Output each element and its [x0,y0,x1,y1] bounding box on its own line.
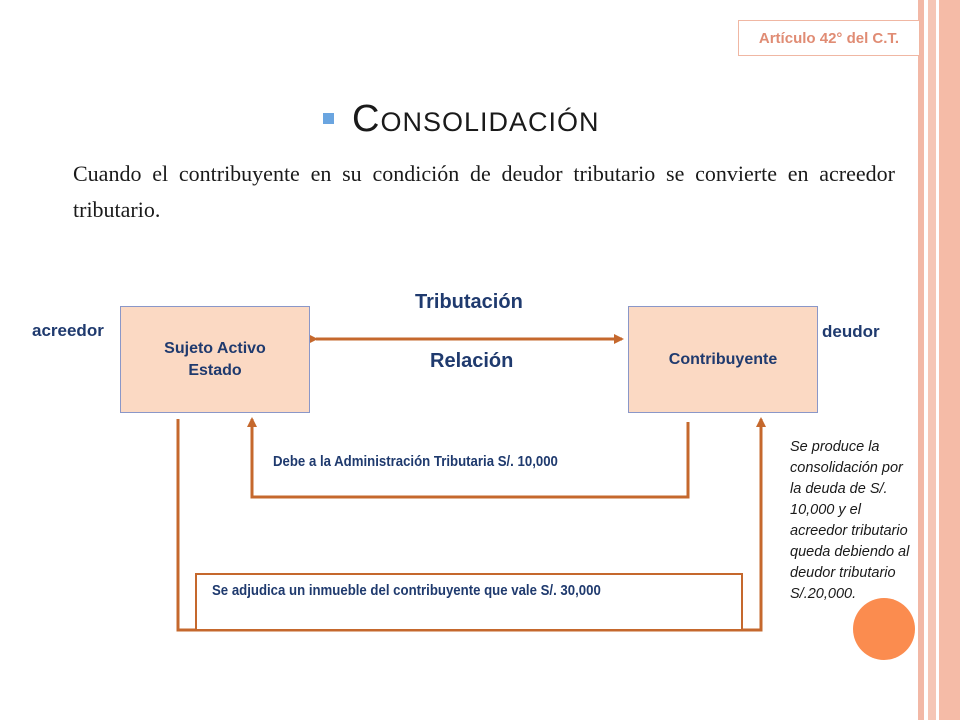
debt-text: Debe a la Administración Tributaria S/. 10,000 [273,453,558,470]
tributacion-label: Tributación [415,291,523,313]
description-text: Cuando el contribuyente en su condición de deudor tributario se convierte en acreedor tributario. [73,161,895,222]
article-reference-tag: Artículo 42° del C.T. [738,20,920,56]
adjudication-text: Se adjudica un inmueble del contribuyente que vale S/. 30,000 [212,582,601,599]
consolidation-note: Se produce la consolidación por la deuda de S/. 10,000 y el acreedor tributario queda debiendo al deudor tributario S/.20,000. [790,439,910,602]
relacion-label: Relación [430,350,514,372]
contribuyente-box [628,306,818,413]
estado-label: Estado [188,361,242,379]
contribuyente-label: Contribuyente [668,350,778,368]
accent-circle [853,598,915,660]
deudor-label: deudor [822,322,880,341]
sujeto-activo-box [120,306,310,413]
acreedor-label: acreedor [32,321,104,340]
page-title: Consolidación [352,98,600,140]
sujeto-activo-label: Sujeto Activo [164,339,266,357]
